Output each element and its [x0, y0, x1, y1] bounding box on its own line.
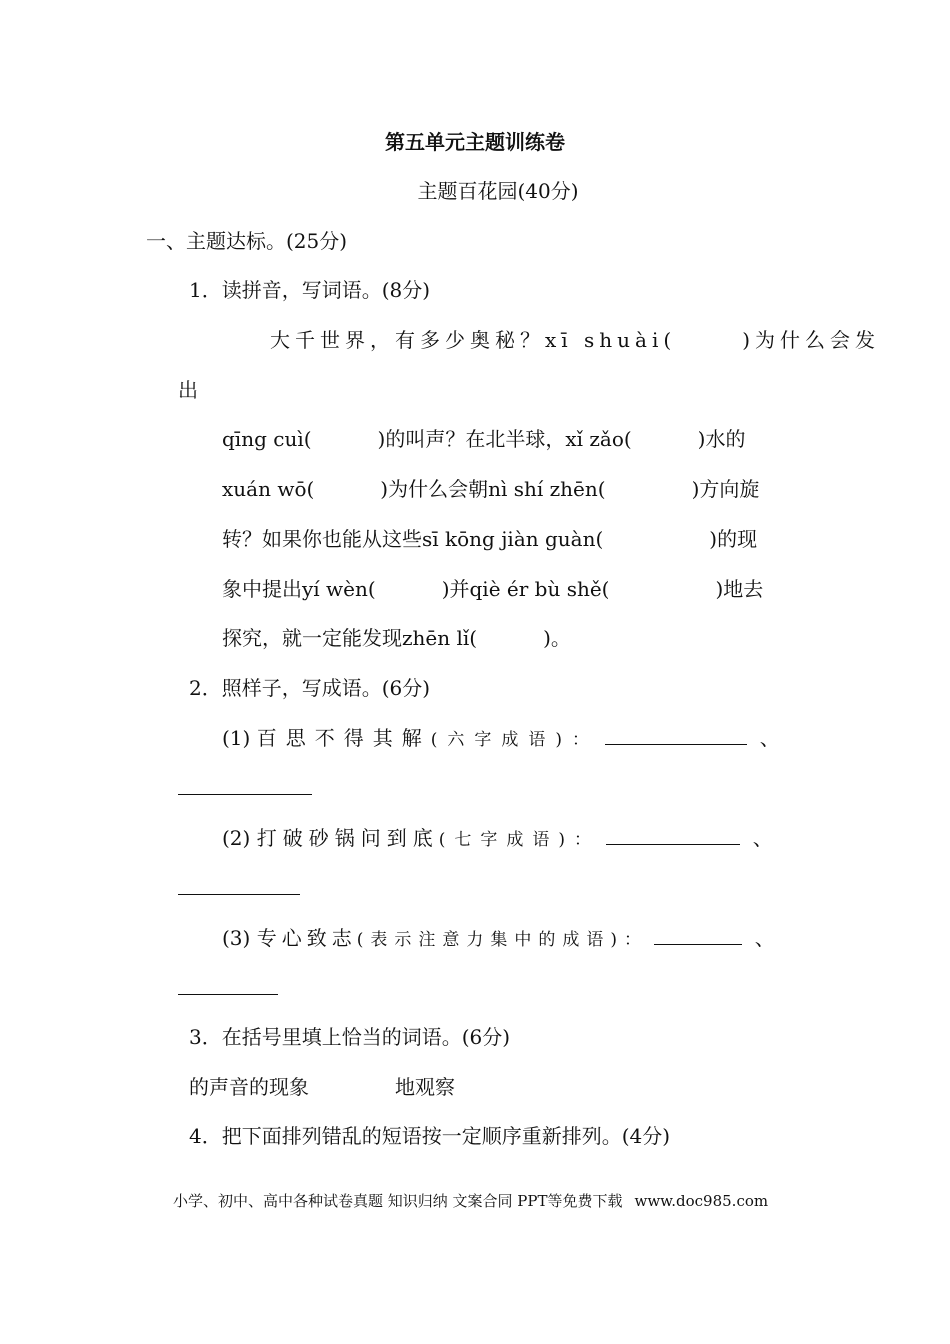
q1-text: )为什么会朝nì shí zhēn(: [380, 477, 606, 501]
q1-text: )的现: [709, 527, 758, 551]
footer-text: 小学、初中、高中各种试卷真题 知识归纳 文案合同 PPT等免费下载: [173, 1192, 623, 1210]
q2-item-1: [222, 726, 780, 752]
q2-item-2-wrap: [178, 876, 300, 900]
answer-underline[interactable]: [178, 976, 278, 995]
idiom-hint: (七字成语)：: [438, 830, 600, 850]
idiom-hint: (六字成语)：: [430, 730, 599, 750]
q1-line-3: [222, 477, 759, 501]
q2-item-2: [222, 826, 773, 852]
q1-text: 转？如果你也能从这些sī kōng jiàn guàn(: [222, 527, 604, 551]
footer-site-link[interactable]: www.doc985.com: [634, 1192, 769, 1210]
q1-line-2: [222, 427, 745, 451]
answer-underline[interactable]: [605, 726, 747, 745]
question-1-label: 1．读拼音，写词语。(8分): [189, 278, 431, 302]
q1-text: 象中提出yí wèn(: [222, 577, 376, 601]
q3-item-1: 的声音的现象: [189, 1075, 309, 1099]
q1-line-1: [270, 328, 880, 352]
page-subtitle: 主题百花园(40分): [417, 179, 579, 203]
separator: 、: [754, 926, 775, 950]
question-4-label: 4．把下面排列错乱的短语按一定顺序重新排列。(4分): [189, 1124, 671, 1148]
section-heading: 一、主题达标。(25分): [146, 229, 348, 253]
answer-underline[interactable]: [178, 876, 300, 895]
answer-underline[interactable]: [654, 926, 742, 945]
item-number: (1): [222, 726, 251, 750]
q1-line-6: [222, 626, 571, 650]
q3-item-2: 地观察: [395, 1075, 455, 1099]
q1-text: )水的: [697, 427, 746, 451]
example-idiom: 百思不得其解: [256, 726, 431, 750]
q1-text: 探究，就一定能发现zhēn lǐ(: [222, 626, 478, 650]
answer-underline[interactable]: [178, 776, 312, 795]
q1-line-4: [222, 527, 757, 551]
q1-text: 大千世界，有多少奥秘？xī shuài(: [270, 328, 677, 352]
q2-item-3: [222, 926, 775, 952]
question-3-label: 3．在括号里填上恰当的词语。(6分): [189, 1025, 511, 1049]
q1-line-5: [222, 577, 763, 601]
q1-text: )。: [543, 626, 571, 650]
item-number: (2): [222, 826, 251, 850]
q2-item-3-wrap: [178, 976, 278, 1000]
q1-text: )为什么会发: [742, 328, 880, 352]
page-title: 第五单元主题训练卷: [385, 130, 565, 154]
item-number: (3): [222, 926, 251, 950]
q1-text: )的叫声？在北半球，xǐ zǎo(: [377, 427, 632, 451]
q1-text: )地去: [715, 577, 764, 601]
q1-text: xuán wō(: [222, 477, 315, 501]
q3-items: [189, 1075, 455, 1099]
q1-line-1-wrap: 出: [178, 378, 198, 402]
page-footer: [173, 1192, 768, 1210]
q1-text: )并qiè ér bù shě(: [441, 577, 610, 601]
q1-text: qīng cuì(: [222, 427, 312, 451]
example-idiom: 专心致志: [256, 926, 357, 950]
example-idiom: 打破砂锅问到底: [256, 826, 439, 850]
q2-item-1-wrap: [178, 776, 312, 800]
question-2-label: 2．照样子，写成语。(6分): [189, 676, 431, 700]
idiom-hint: (表示注意力集中的成语)：: [356, 930, 648, 950]
separator: 、: [759, 726, 780, 750]
q1-text: )方向旋: [691, 477, 760, 501]
separator: 、: [752, 826, 773, 850]
answer-underline[interactable]: [606, 826, 740, 845]
